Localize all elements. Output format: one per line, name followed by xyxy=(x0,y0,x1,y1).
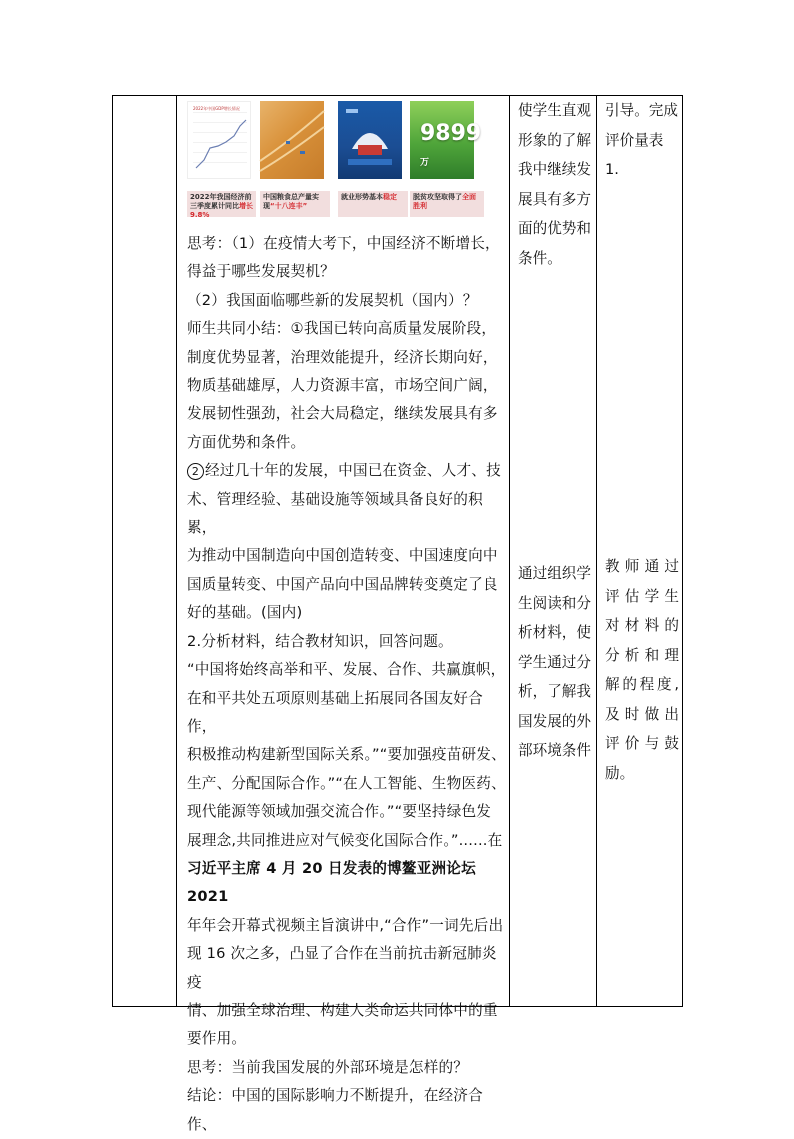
intent-text-2: 通过组织学 生阅读和分 析材料，使 学生通过分 析，了解我 国发展的外 部环境条件 xyxy=(518,565,591,759)
content-text xyxy=(187,230,507,1139)
design-intent-cell xyxy=(510,96,597,1007)
task-2: 2.分析材料，结合教材知识，回答问题。 xyxy=(187,632,453,650)
quote-8: 年年会开幕式视频主旨演讲中,“合作”一词先后出 xyxy=(187,916,504,934)
harvest-field-image xyxy=(260,101,324,179)
caption-poverty: 脱贫攻坚取得了全面胜利 xyxy=(410,191,484,217)
quote-3: 积极推动构建新型国际关系。”“要加强疫苗研发、 xyxy=(187,746,506,764)
caption-employment: 就业形势基本稳定 xyxy=(338,191,408,217)
conclusion: 结论：中国的国际影响力不断提升，在经济合作、 xyxy=(187,1087,483,1133)
intent-text-1: 使学生直观 形象的了解 我中继续发 展具有多方 面的优势和 条件。 xyxy=(518,102,591,267)
quote-7: 习近平主席 4 月 20 日发表的博鳌亚洲论坛 2021 xyxy=(187,859,476,906)
quote-9: 现 16 次之多，凸显了合作在当前抗击新冠肺炎疫 xyxy=(187,945,497,991)
quote-1: “中国将始终高举和平、发展、合作、共赢旗帜， xyxy=(187,661,506,679)
summary-5: 方面优势和条件。 xyxy=(187,433,306,451)
evaluation-text-1: 引导。完成 评价量表 1. xyxy=(605,102,678,178)
content-cell xyxy=(177,96,510,1133)
image-strip xyxy=(187,101,487,221)
evaluation-text-2: 教师通过 评估学生 对材料的 分析和理 解的程度, 及时做出 评价与鼓 励。 xyxy=(605,558,679,782)
think-1a: 思考：（1）在疫情大考下，中国经济不断增长， xyxy=(187,235,500,252)
caption-gdp: 2022年我国经济前三季度累计同比增长9.8% xyxy=(187,191,256,217)
point-2-line-2: 术、管理经验、基础设施等领域具备良好的积累， xyxy=(187,490,483,537)
quote-6: 展理念,共同推进应对气候变化国际合作。”......在 xyxy=(187,831,503,849)
think-2: （2）我国面临哪些新的发展契机（国内）？ xyxy=(187,291,478,309)
employment-poster-image xyxy=(338,101,402,179)
point-2-line-1: 2 经过几十年的发展，中国已在资金、人才、技 xyxy=(187,457,507,485)
evaluation-cell xyxy=(597,96,683,1007)
point-2-line-4: 国质量转变、中国产品向中国品牌转变奠定了良 xyxy=(187,575,498,593)
circled-number: 2 xyxy=(187,463,204,480)
gdp-chart-image: 2022年中国GDP增长情况 xyxy=(187,101,251,179)
banner-unit: 万 xyxy=(420,158,430,168)
summary-1: 师生共同小结：①我国已转向高质量发展阶段， xyxy=(187,320,497,338)
lesson-table xyxy=(112,95,683,1133)
summary-4: 发展韧性强劲，社会大局稳定，继续发展具有多 xyxy=(187,405,498,423)
caption-grain: 中国粮食总产量实现“十八连丰” xyxy=(260,191,330,217)
banner-number: 9899 xyxy=(420,121,482,146)
summary-2: 制度优势显著，治理效能提升，经济长期向好， xyxy=(187,348,498,366)
quote-5: 现代能源等领域加强交流合作。”“要坚持绿色发 xyxy=(187,803,492,821)
table-row xyxy=(113,96,683,1007)
think-1b: 得益于哪些发展契机？ xyxy=(187,263,335,281)
quote-2: 在和平共处五项原则基础上拓展同各国友好合作， xyxy=(187,689,483,735)
point-2-line-5: 好的基础。(国内) xyxy=(187,604,303,622)
quote-4: 生产、分配国际合作。”“在人工智能、生物医药、 xyxy=(187,774,506,792)
quote-11: 要作用。 xyxy=(187,1030,247,1048)
poverty-alleviation-image xyxy=(410,101,482,179)
think-3: 思考：当前我国发展的外部环境是怎样的？ xyxy=(187,1058,469,1076)
point-2-line-3: 为推动中国制造向中国创造转变、中国速度向中 xyxy=(187,547,498,565)
summary-3: 物质基础雄厚，人力资源丰富，市场空间广阔， xyxy=(187,377,498,395)
quote-10: 情、加强全球治理、构建人类命运共同体中的重 xyxy=(187,1001,498,1019)
stage-cell xyxy=(113,96,177,1007)
